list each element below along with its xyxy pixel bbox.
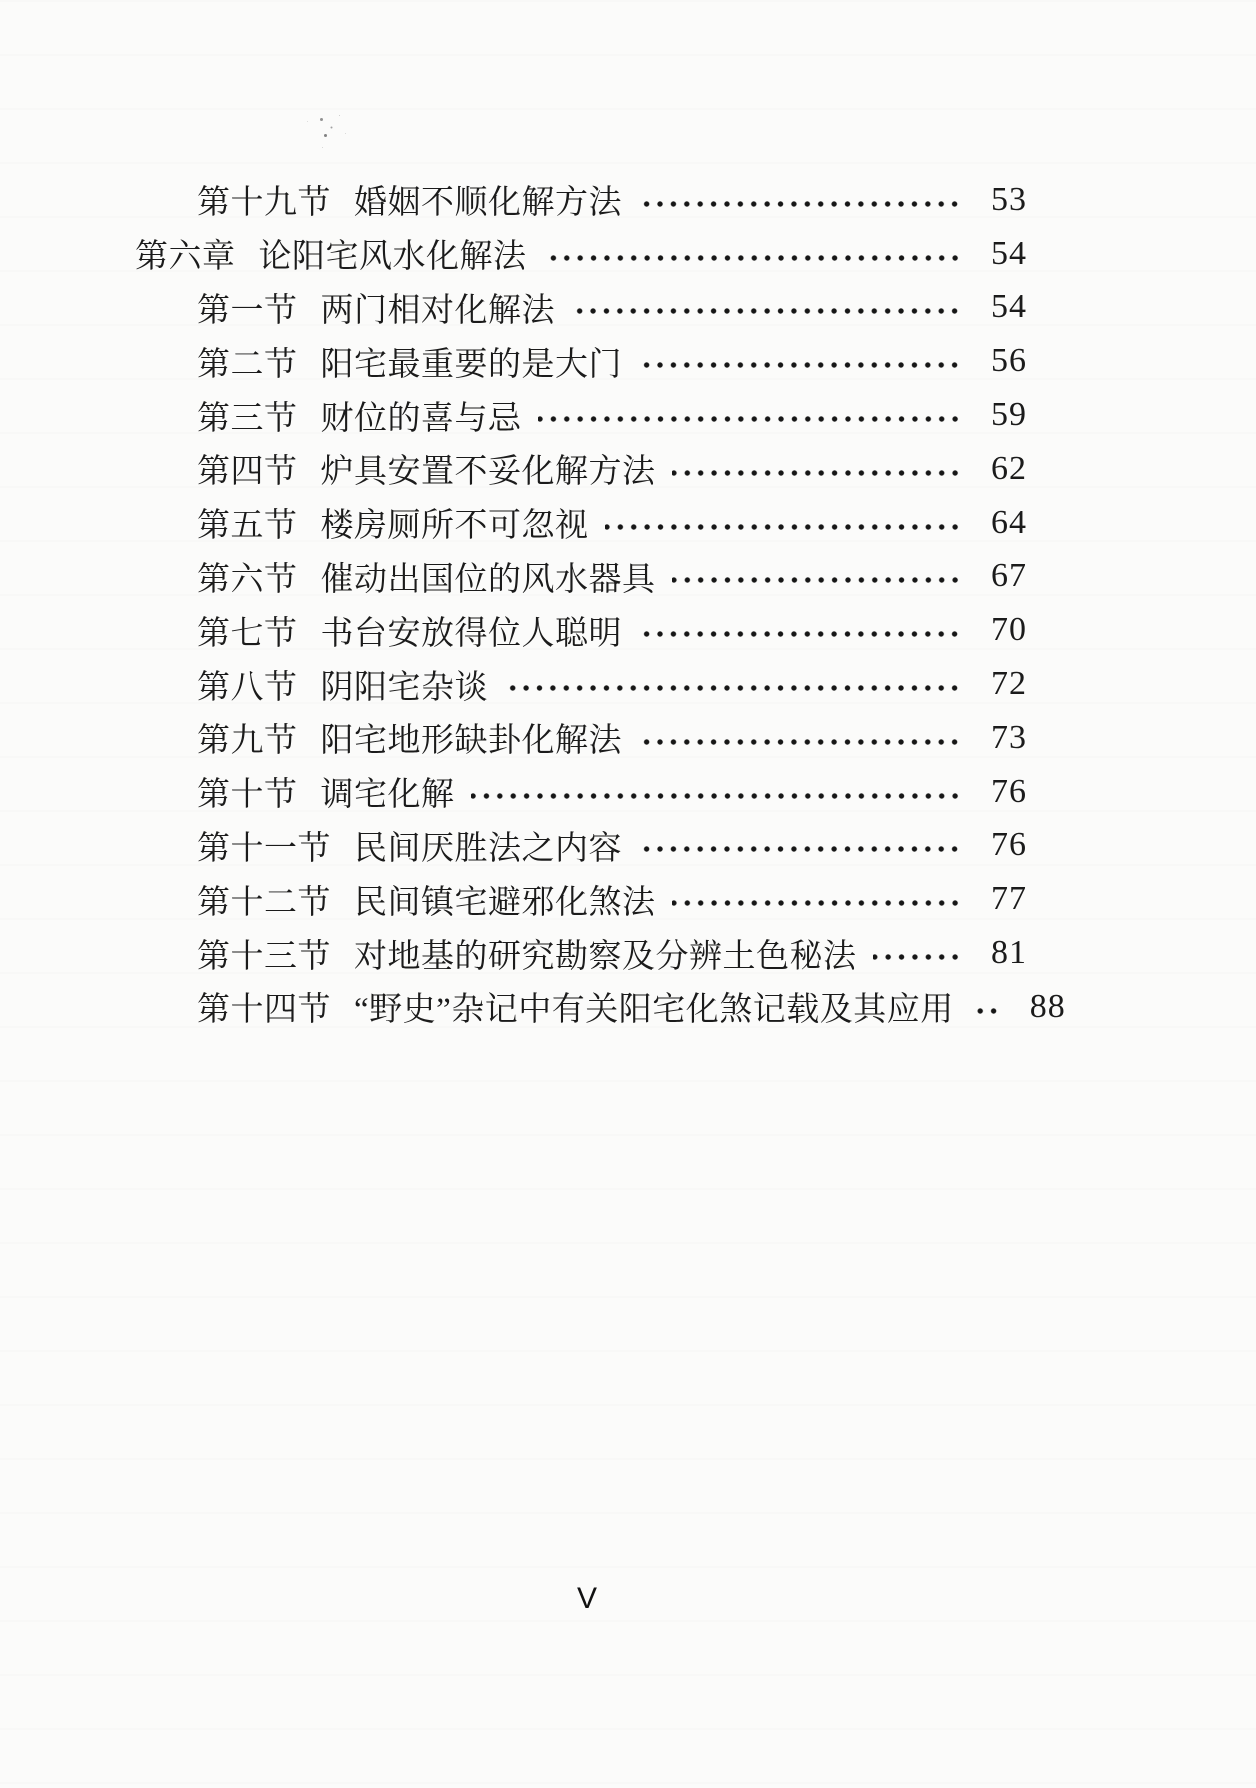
entry-label: 第四节	[197, 454, 298, 491]
entry-label: 第二节	[197, 346, 298, 383]
toc-entry[interactable]	[135, 603, 1027, 657]
dot-leader	[970, 1008, 1004, 1014]
entry-label: 第六节	[197, 561, 298, 598]
entry-page-number: 56	[991, 342, 1027, 380]
entry-label: 第十四节	[197, 992, 331, 1029]
dot-leader	[504, 685, 965, 691]
entry-title: 阳宅最重要的是大门	[320, 346, 622, 383]
dot-leader	[672, 577, 966, 583]
entry-page-number: 77	[991, 880, 1027, 918]
entry-label: 第一节	[197, 292, 298, 329]
dot-leader	[638, 846, 965, 852]
dot-leader	[638, 739, 965, 745]
entry-title: 民间镇宅避邪化煞法	[354, 884, 656, 921]
entry-title: 财位的喜与忌	[320, 400, 522, 437]
entry-title: 催动出国位的风水器具	[320, 561, 656, 598]
dot-leader	[672, 900, 966, 906]
entry-label: 第六章	[135, 239, 236, 276]
entry-page-number: 70	[991, 611, 1027, 649]
toc-entry[interactable]	[135, 334, 1027, 388]
toc-entry[interactable]	[135, 496, 1027, 550]
dot-leader	[672, 470, 966, 476]
dot-leader	[873, 954, 966, 960]
entry-page-number: 64	[991, 503, 1027, 541]
scan-smudge	[320, 118, 323, 121]
toc-entry[interactable]	[135, 281, 1027, 335]
toc-entry[interactable]	[135, 388, 1027, 442]
entry-page-number: 54	[991, 288, 1027, 326]
toc-entry[interactable]	[135, 980, 1066, 1034]
toc-entry[interactable]	[135, 872, 1027, 926]
page-folio: V	[576, 1582, 597, 1615]
entry-label: 第七节	[197, 615, 298, 652]
entry-label: 第九节	[197, 723, 298, 760]
entry-title: 论阳宅风水化解法	[258, 239, 527, 276]
entry-label: 第八节	[197, 669, 298, 706]
toc-entry[interactable]	[135, 227, 1027, 281]
toc-entry[interactable]	[135, 173, 1027, 227]
entry-page-number: 62	[991, 449, 1027, 487]
dot-leader	[638, 201, 965, 207]
dot-leader	[605, 524, 966, 530]
entry-title: 阳宅地形缺卦化解法	[320, 723, 622, 760]
toc-entry[interactable]	[135, 550, 1027, 604]
entry-title: 书台安放得位人聪明	[320, 615, 622, 652]
entry-page-number: 72	[991, 665, 1027, 703]
entry-page-number: 53	[991, 180, 1027, 218]
entry-title: 民间厌胜法之内容	[354, 830, 622, 867]
entry-title: 炉具安置不妥化解方法	[320, 454, 656, 491]
toc-entry[interactable]	[135, 657, 1027, 711]
dot-leader	[571, 308, 965, 314]
dot-leader	[471, 793, 966, 799]
dot-leader	[638, 362, 965, 368]
toc-entry[interactable]	[135, 442, 1027, 496]
entry-title: 调宅化解	[320, 777, 455, 814]
entry-page-number: 67	[991, 557, 1027, 595]
entry-page-number: 73	[991, 718, 1027, 756]
toc-entry[interactable]	[135, 711, 1027, 765]
dot-leader	[638, 631, 965, 637]
entry-page-number: 54	[991, 234, 1027, 272]
toc-entry[interactable]	[135, 765, 1027, 819]
entry-label: 第十节	[197, 777, 298, 814]
toc-entry[interactable]	[135, 926, 1027, 980]
entry-title: 阴阳宅杂谈	[320, 669, 488, 706]
entry-page-number: 76	[991, 772, 1027, 810]
toc-list	[135, 173, 1066, 1034]
entry-label: 第十二节	[197, 884, 331, 921]
entry-page-number: 88	[1029, 987, 1066, 1025]
entry-title: 楼房厕所不可忽视	[320, 508, 589, 545]
entry-page-number: 76	[991, 826, 1027, 864]
entry-title: 对地基的研究勘察及分辨土色秘法	[354, 938, 857, 975]
entry-label: 第十九节	[197, 185, 331, 222]
entry-title: “野史”杂记中有关阳宅化煞记载及其应用	[354, 992, 954, 1029]
dot-leader	[538, 416, 966, 422]
entry-label: 第五节	[197, 508, 298, 545]
entry-title: 两门相对化解法	[320, 292, 555, 329]
entry-label: 第三节	[197, 400, 298, 437]
entry-label: 第十一节	[197, 830, 331, 867]
entry-title: 婚姻不顺化解方法	[354, 185, 622, 222]
entry-page-number: 81	[991, 934, 1027, 972]
toc-entry[interactable]	[135, 819, 1027, 873]
dot-leader	[543, 255, 966, 261]
entry-page-number: 59	[991, 396, 1027, 434]
entry-label: 第十三节	[197, 938, 331, 975]
